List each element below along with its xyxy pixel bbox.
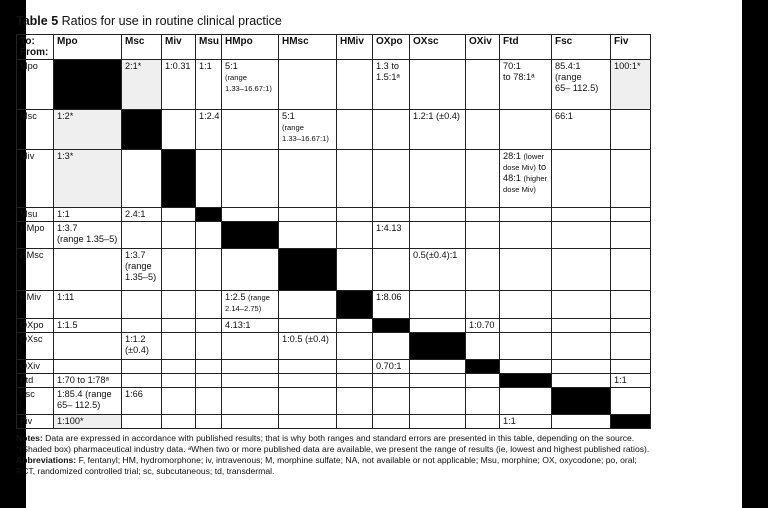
table-cell — [196, 360, 222, 374]
table-cell — [466, 388, 500, 415]
table-cell — [410, 222, 466, 249]
table-cell: 1:70 to 1:78ᵃ — [54, 374, 122, 388]
table-cell — [410, 415, 466, 429]
table-cell — [162, 110, 196, 150]
table-cell — [279, 374, 337, 388]
table-cell — [122, 291, 162, 319]
table-cell — [337, 249, 373, 291]
table-cell — [611, 291, 651, 319]
table-cell — [279, 291, 337, 319]
table-row — [17, 60, 651, 110]
table-cell — [373, 415, 410, 429]
table-cell: 1:1.5 — [54, 319, 122, 333]
table-cell — [162, 374, 196, 388]
table-cell — [337, 319, 373, 333]
table-cell — [500, 110, 552, 150]
table-cell — [122, 360, 162, 374]
col-header-miv: Miv — [162, 35, 196, 60]
diagonal-cell — [611, 415, 651, 429]
table-cell — [337, 222, 373, 249]
table-cell — [222, 360, 279, 374]
diagonal-cell — [410, 333, 466, 360]
table-cell: 5:1 (range 1.33–16.67:1) — [222, 60, 279, 110]
table-cell — [337, 374, 373, 388]
row-label: Fsc — [17, 388, 54, 415]
table-row — [17, 222, 651, 249]
table-cell: 1:2* — [54, 110, 122, 150]
table-cell: 1:0.70 — [466, 319, 500, 333]
diagonal-cell — [54, 60, 122, 110]
table-cell: 0.70:1 — [373, 360, 410, 374]
table-row — [17, 208, 651, 222]
table-cell — [500, 222, 552, 249]
table-cell — [162, 415, 196, 429]
diagonal-cell — [162, 150, 196, 208]
table-cell — [162, 388, 196, 415]
table-cell — [196, 222, 222, 249]
table-cell — [122, 374, 162, 388]
table-cell — [611, 110, 651, 150]
table-cell: 2:1* — [122, 60, 162, 110]
table-cell — [410, 291, 466, 319]
table-cell — [410, 319, 466, 333]
table-cell: 0.5(±0.4):1 — [410, 249, 466, 291]
table-cell — [410, 60, 466, 110]
table-cell — [410, 374, 466, 388]
table-cell — [337, 415, 373, 429]
table-cell — [552, 208, 611, 222]
row-label: HMpo — [17, 222, 54, 249]
table-cell: 66:1 — [552, 110, 611, 150]
table-cell — [373, 374, 410, 388]
row-label: OXpo — [17, 319, 54, 333]
table-cell — [337, 150, 373, 208]
row-label: Mpo — [17, 60, 54, 110]
diagonal-cell — [500, 374, 552, 388]
table-cell — [410, 388, 466, 415]
table-cell: 1:2.5 (range 2.14–2.75) — [222, 291, 279, 319]
table-cell — [162, 249, 196, 291]
table-cell — [611, 222, 651, 249]
table-cell: 1:8.06 — [373, 291, 410, 319]
row-label: OXsc — [17, 333, 54, 360]
table-cell — [279, 150, 337, 208]
diagonal-cell — [196, 208, 222, 222]
row-label: Ftd — [17, 374, 54, 388]
table-cell — [122, 415, 162, 429]
table-cell — [373, 208, 410, 222]
table-cell — [552, 333, 611, 360]
table-cell — [54, 333, 122, 360]
table-cell — [222, 333, 279, 360]
table-cell — [196, 150, 222, 208]
table-cell: 1:0.5 (±0.4) — [279, 333, 337, 360]
col-header-oxiv: OXiv — [466, 35, 500, 60]
table-row — [17, 110, 651, 150]
table-cell — [552, 222, 611, 249]
row-label: HMiv — [17, 291, 54, 319]
col-header-hmpo: HMpo — [222, 35, 279, 60]
table-cell — [410, 150, 466, 208]
table-cell — [337, 388, 373, 415]
table-cell — [196, 415, 222, 429]
table-cell — [279, 415, 337, 429]
table-cell — [500, 319, 552, 333]
row-label: Fiv — [17, 415, 54, 429]
table-cell — [611, 319, 651, 333]
table-cell — [552, 249, 611, 291]
table-cell: 28:1 (lower dose Miv) to 48:1 (higher dose Miv) — [500, 150, 552, 208]
diagonal-cell — [122, 110, 162, 150]
table-cell — [196, 291, 222, 319]
table-cell — [611, 150, 651, 208]
table-cell: 70:1 to 78:1ᵃ — [500, 60, 552, 110]
table-cell — [337, 110, 373, 150]
table-cell — [466, 222, 500, 249]
table-cell — [162, 333, 196, 360]
table-cell: 1:66 — [122, 388, 162, 415]
table-cell — [279, 319, 337, 333]
table-cell — [500, 360, 552, 374]
table-cell — [611, 249, 651, 291]
table-cell: 1:85.4 (range 65– 112.5) — [54, 388, 122, 415]
table-row — [17, 415, 651, 429]
table-cell — [279, 60, 337, 110]
table-cell — [162, 360, 196, 374]
table-cell — [337, 360, 373, 374]
table-cell: 1:0.31 — [162, 60, 196, 110]
diagonal-cell — [337, 291, 373, 319]
table-cell — [196, 319, 222, 333]
table-cell: 1.3 to 1.5:1ᵃ — [373, 60, 410, 110]
table-cell: 100:1* — [611, 60, 651, 110]
table-cell: 1:3.7 (range 1.35–5) — [122, 249, 162, 291]
table-cell — [373, 110, 410, 150]
table-cell: 1:1 — [54, 208, 122, 222]
table-cell — [196, 333, 222, 360]
table-cell: 1:1 — [611, 374, 651, 388]
abbreviations: Abbreviations: F, fentanyl; HM, hydromorphone; iv, intravenous; M, morphine sulfate; NA, not available or not applicable; Msu, morphine; OX, oxycodone; po, oral; RCT, randomized controlled trial; sc, subcutaneous; td, transdermal. — [16, 455, 637, 476]
table-cell: 1:1 — [196, 60, 222, 110]
table-cell — [500, 208, 552, 222]
col-header-msu: Msu — [196, 35, 222, 60]
table-cell — [337, 333, 373, 360]
table-cell — [500, 249, 552, 291]
table-cell — [373, 150, 410, 208]
table-cell — [466, 291, 500, 319]
row-label: OXiv — [17, 360, 54, 374]
table-cell — [222, 208, 279, 222]
table-title — [16, 14, 650, 28]
table-cell: 85.4:1 (range 65– 112.5) — [552, 60, 611, 110]
table-notes — [16, 433, 652, 477]
table-row — [17, 249, 651, 291]
table-cell — [466, 150, 500, 208]
diagonal-cell — [222, 222, 279, 249]
table-cell — [552, 360, 611, 374]
row-label: HMsc — [17, 249, 54, 291]
table-cell — [279, 222, 337, 249]
table-cell: 1:3* — [54, 150, 122, 208]
table-cell — [611, 208, 651, 222]
row-label: Msc — [17, 110, 54, 150]
table-cell — [410, 208, 466, 222]
right-side-bar — [742, 0, 768, 508]
table-cell — [466, 333, 500, 360]
shaded-note: *(Shaded box) pharmaceutical industry data. ᵃWhen two or more published data are available, we present the range of results (ie, lowest and highest published ratios). — [16, 444, 650, 454]
table-cell — [162, 222, 196, 249]
table-cell — [279, 360, 337, 374]
table-cell: 1.2:1 (±0.4) — [410, 110, 466, 150]
table-row — [17, 360, 651, 374]
notes-line: Notes: Data are expressed in accordance with published results; that is why both ranges and standard errors are presented in this table, depending on the source. — [16, 433, 635, 443]
table-cell: 1:4.13 — [373, 222, 410, 249]
table-cell: 1:100* — [54, 415, 122, 429]
table-cell — [611, 333, 651, 360]
table-cell — [279, 388, 337, 415]
table-row — [17, 388, 651, 415]
table-row — [17, 374, 651, 388]
table-cell: 2.4:1 — [122, 208, 162, 222]
table-row — [17, 319, 651, 333]
table-cell — [466, 374, 500, 388]
ratios-table — [16, 34, 651, 429]
table-title-text: Ratios for use in routine clinical practice — [61, 14, 282, 28]
table-cell — [122, 150, 162, 208]
table-cell — [373, 333, 410, 360]
col-header-fiv: Fiv — [611, 35, 651, 60]
table-cell — [222, 388, 279, 415]
row-label: Miv — [17, 150, 54, 208]
table-cell — [337, 208, 373, 222]
table-cell — [162, 319, 196, 333]
table-cell — [611, 360, 651, 374]
table-cell — [466, 249, 500, 291]
table-cell — [466, 110, 500, 150]
table-cell — [337, 60, 373, 110]
table-cell — [552, 319, 611, 333]
table-cell: 4.13:1 — [222, 319, 279, 333]
col-header-fsc: Fsc — [552, 35, 611, 60]
table-title-label: Table 5 — [16, 14, 59, 28]
table-cell — [196, 249, 222, 291]
table-cell — [552, 374, 611, 388]
table-cell — [410, 360, 466, 374]
table-cell — [196, 388, 222, 415]
diagonal-cell — [552, 388, 611, 415]
table-cell — [222, 110, 279, 150]
col-header-oxpo: OXpo — [373, 35, 410, 60]
col-header-mpo: Mpo — [54, 35, 122, 60]
document — [16, 14, 650, 477]
col-header-ftd: Ftd — [500, 35, 552, 60]
table-cell: 1:3.7 (range 1.35–5) — [54, 222, 122, 249]
table-cell — [500, 291, 552, 319]
row-label: Msu — [17, 208, 54, 222]
col-header-hmsc: HMsc — [279, 35, 337, 60]
table-cell — [500, 333, 552, 360]
table-cell: 1:1.2 (±0.4) — [122, 333, 162, 360]
diagonal-cell — [466, 360, 500, 374]
table-cell — [373, 388, 410, 415]
table-row — [17, 150, 651, 208]
table-cell: 5:1 (range 1.33–16.67:1) — [279, 110, 337, 150]
table-cell — [552, 415, 611, 429]
table-cell: 1:2.4 — [196, 110, 222, 150]
to-from-header: To: From: — [17, 35, 54, 60]
table-cell — [552, 291, 611, 319]
table-cell — [196, 374, 222, 388]
table-cell — [373, 249, 410, 291]
table-cell — [279, 208, 337, 222]
table-cell: 1:11 — [54, 291, 122, 319]
table-cell — [222, 415, 279, 429]
table-cell — [466, 415, 500, 429]
table-cell — [466, 60, 500, 110]
table-cell — [122, 222, 162, 249]
table-cell — [222, 249, 279, 291]
table-cell — [222, 150, 279, 208]
table-cell — [611, 388, 651, 415]
table-row — [17, 291, 651, 319]
table-cell: 1:1 — [500, 415, 552, 429]
col-header-msc: Msc — [122, 35, 162, 60]
diagonal-cell — [279, 249, 337, 291]
table-cell — [54, 360, 122, 374]
table-cell — [500, 388, 552, 415]
diagonal-cell — [373, 319, 410, 333]
table-cell — [222, 374, 279, 388]
table-cell — [122, 319, 162, 333]
col-header-oxsc: OXsc — [410, 35, 466, 60]
table-cell — [54, 249, 122, 291]
table-cell — [162, 291, 196, 319]
table-cell — [162, 208, 196, 222]
table-cell — [466, 208, 500, 222]
col-header-hmiv: HMiv — [337, 35, 373, 60]
table-cell — [552, 150, 611, 208]
header-row — [17, 35, 651, 60]
table-row — [17, 333, 651, 360]
